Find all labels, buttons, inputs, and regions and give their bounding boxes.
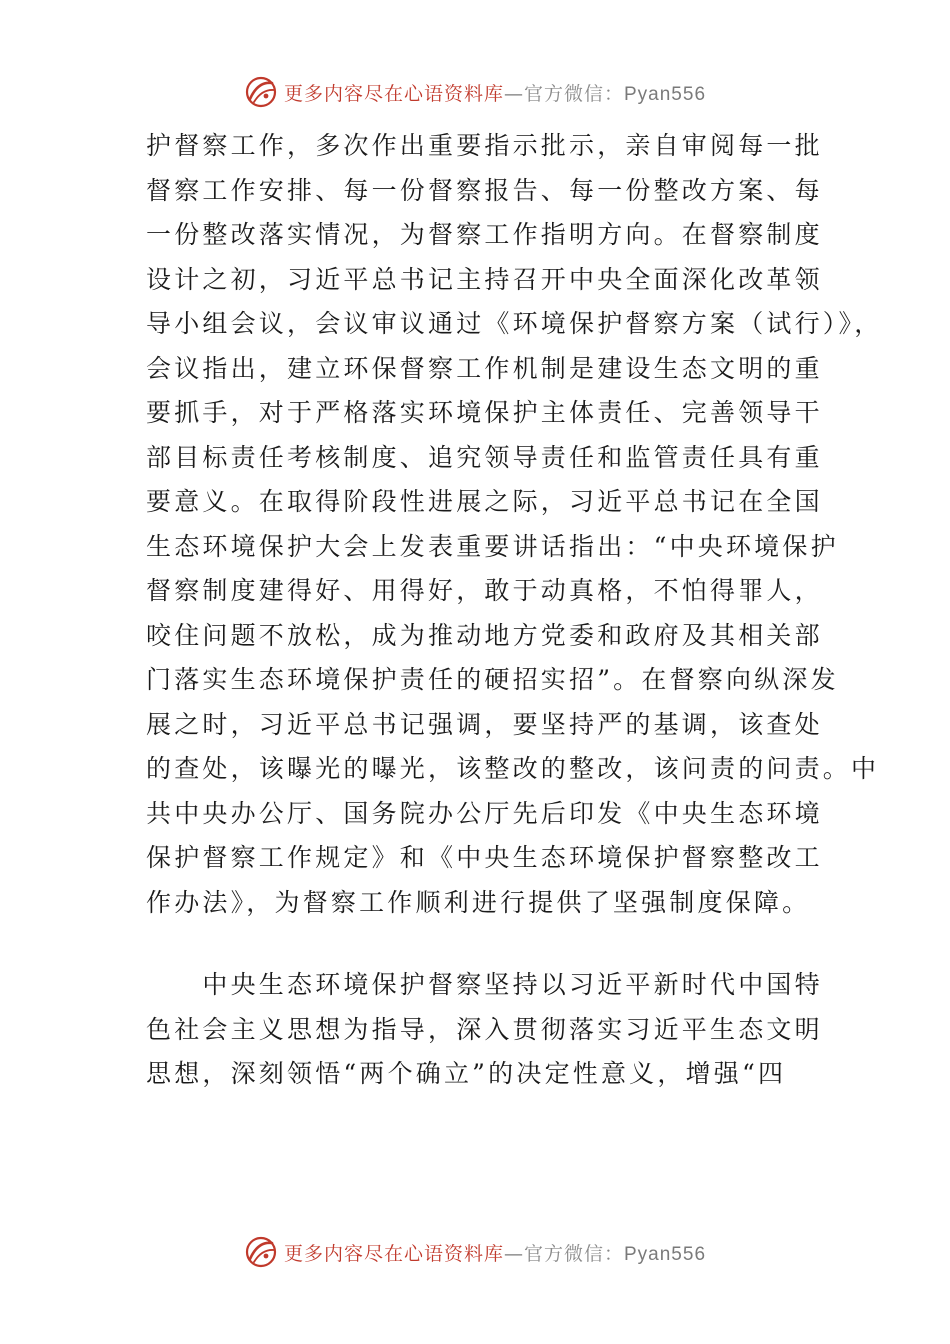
text-line: 咬住问题不放松，成为推动地方党委和政府及其相关部 bbox=[146, 620, 823, 650]
text-line: 会议指出，建立环保督察工作机制是建设生态文明的重 bbox=[146, 353, 823, 383]
text-line: 设计之初，习近平总书记主持召开中央全面深化改革领 bbox=[146, 264, 823, 294]
text-line: 门落实生态环境保护责任的硬招实招”。在督察向纵深发 bbox=[146, 665, 839, 694]
banner-brand: 更多内容尽在心语资料库 bbox=[283, 1242, 504, 1265]
text-line: 中央生态环境保护督察坚持以习近平新时代中国特 bbox=[146, 970, 823, 999]
text-line: 部目标责任考核制度、追究领导责任和监管责任具有重 bbox=[146, 442, 823, 472]
banner-separator: — bbox=[503, 82, 524, 105]
banner-text bbox=[284, 1239, 706, 1266]
banner-wechat-label: 官方微信： bbox=[523, 82, 624, 105]
banner-brand: 更多内容尽在心语资料库 bbox=[283, 82, 504, 105]
text-line: 作办法》，为督察工作顺利进行提供了坚强制度保障。 bbox=[146, 887, 811, 917]
header-banner bbox=[0, 70, 950, 114]
paragraph-1 bbox=[146, 124, 883, 925]
footer-banner bbox=[0, 1230, 950, 1274]
banner-text bbox=[284, 79, 706, 106]
banner-wechat-id: Pyan556 bbox=[624, 1243, 707, 1265]
banner-wechat-label: 官方微信： bbox=[523, 1242, 624, 1265]
paragraph-2 bbox=[146, 963, 826, 1097]
text-line: 督察工作安排、每一份督察报告、每一份整改方案、每 bbox=[146, 175, 823, 205]
brand-logo-icon bbox=[244, 1235, 278, 1269]
brand-logo-icon bbox=[244, 75, 278, 109]
text-line: 要抓手，对于严格落实环境保护主体责任、完善领导干 bbox=[146, 398, 823, 427]
text-line: 共中央办公厅、国务院办公厅先后印发《中央生态环境 bbox=[146, 798, 823, 828]
banner-wechat-id: Pyan556 bbox=[624, 83, 707, 105]
text-line: 的查处，该曝光的曝光，该整改的整改，该问责的问责。中 bbox=[146, 754, 880, 783]
text-line: 要意义。在取得阶段性进展之际，习近平总书记在全国 bbox=[146, 487, 823, 516]
text-line: 展之时，习近平总书记强调，要坚持严的基调，该查处 bbox=[146, 709, 823, 739]
text-line: 导小组会议，会议审议通过《环境保护督察方案（试行）》， bbox=[146, 309, 883, 338]
document-body bbox=[146, 124, 883, 1097]
text-line: 护督察工作，多次作出重要指示批示，亲自审阅每一批 bbox=[146, 131, 823, 160]
text-line: 色社会主义思想为指导，深入贯彻落实习近平生态文明 bbox=[146, 1014, 823, 1044]
text-line: 生态环境保护大会上发表重要讲话指出：“中央环境保护 bbox=[146, 531, 839, 561]
text-line: 保护督察工作规定》和《中央生态环境保护督察整改工 bbox=[146, 843, 823, 872]
text-line: 督察制度建得好、用得好，敢于动真格，不怕得罪人， bbox=[146, 576, 823, 605]
banner-separator: — bbox=[503, 1242, 524, 1265]
text-line: 一份整改落实情况，为督察工作指明方向。在督察制度 bbox=[146, 220, 823, 249]
text-line: 思想，深刻领悟“两个确立”的决定性意义，增强“四 bbox=[146, 1059, 787, 1088]
